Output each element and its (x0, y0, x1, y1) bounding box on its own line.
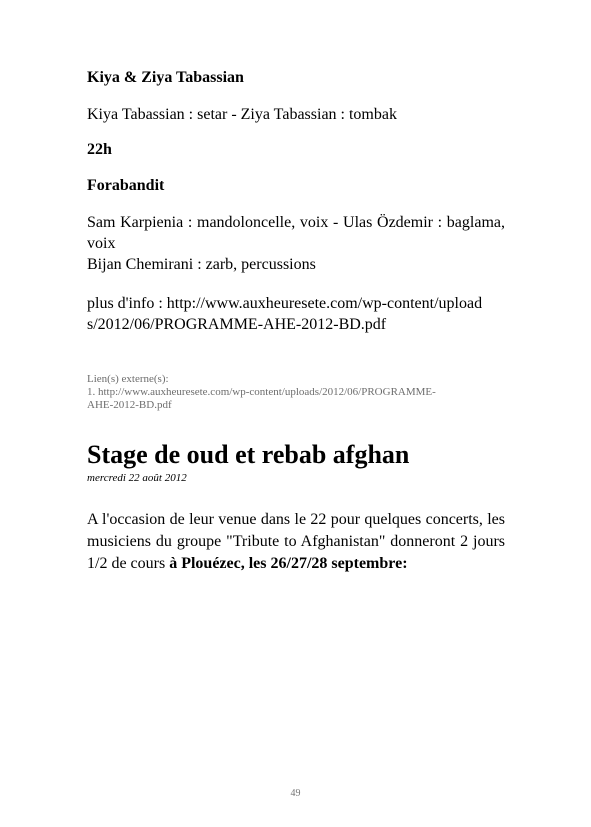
artist-lineup-forabandit (87, 212, 505, 275)
lineup-line-2: Bijan Chemirani : zarb, percussions (87, 256, 316, 273)
concert-time: 22h (87, 141, 112, 158)
external-links-label: Lien(s) externe(s): (87, 373, 169, 385)
lineup-line-1: Sam Karpienia : mandoloncelle, voix - Ulas Özdemir : baglama, voix (87, 214, 505, 252)
article-body-text: A l'occasion de leur venue dans le 22 pour quelques concerts, les musiciens du groupe "Tribute to Afghanistan" donneront 2 jours 1/2 de cours (87, 511, 505, 572)
article-date: mercredi 22 août 2012 (87, 472, 187, 484)
article-body-location: à Plouézec, les 26/27/28 septembre: (169, 555, 408, 572)
external-links-section (87, 373, 505, 412)
external-link-1-cont[interactable]: AHE-2012-BD.pdf (87, 399, 172, 411)
article-body (87, 509, 505, 575)
more-info-line-2: s/2012/06/PROGRAMME-AHE-2012-BD.pdf (87, 316, 387, 333)
external-link-1[interactable]: 1. http://www.auxheuresete.com/wp-content/uploads/2012/06/PROGRAMME- (87, 386, 436, 398)
more-info-line-1: plus d'info : http://www.auxheuresete.com/wp-content/upload (87, 295, 483, 312)
artist-lineup-tabassian: Kiya Tabassian : setar - Ziya Tabassian : tombak (87, 106, 397, 123)
more-info-paragraph (87, 293, 505, 335)
artist-heading-tabassian: Kiya & Ziya Tabassian (87, 69, 244, 86)
artist-heading-forabandit: Forabandit (87, 177, 165, 194)
article-title: Stage de oud et rebab afghan (87, 440, 410, 469)
page-number: 49 (290, 788, 301, 799)
